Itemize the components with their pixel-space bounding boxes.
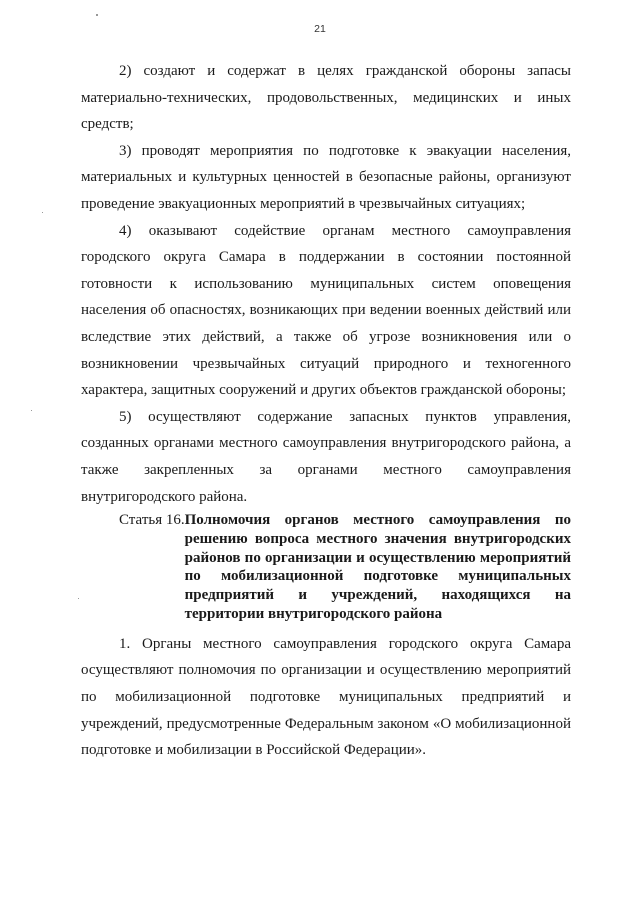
- scan-speck: [78, 598, 79, 599]
- scan-speck: [42, 212, 43, 213]
- paragraph-item-5: 5) осуществляют содержание запасных пунктов управления, созданных органами местного самоуправления внутригородского района, а также закрепленных за органами местного самоуправления внутригородского района.: [81, 408, 571, 505]
- article-heading: [81, 511, 571, 624]
- document-body: [81, 58, 571, 764]
- article-paragraph-1: 1. Органы местного самоуправления городского округа Самара осуществляют полномочия по организации и осуществлению мероприятий по мобилизационной подготовке муниципальных предприятий и учреждений, предусмотренные Федеральным законом «О мобилизационной подготовке и мобилизации в Российской Федерации».: [81, 635, 571, 759]
- paragraph-item-2: 2) создают и содержат в целях гражданской обороны запасы материально-технических, продовольственных, медицинских и иных средств;: [81, 63, 571, 133]
- scan-speck: [96, 14, 98, 16]
- paragraph-item-3: 3) проводят мероприятия по подготовке к эвакуации населения, материальных и культурных ценностей в безопасные районы, организуют проведение эвакуационных мероприятий в чрезвычайных ситуациях;: [81, 142, 571, 212]
- scan-speck: [31, 410, 32, 411]
- article-title: Полномочия органов местного самоуправления по решению вопроса местного значения внутригородских районов по организации и осуществлению мероприятий по мобилизационной подготовке муниципальных предприятий и учреждений, находящихся на территории внутригородского района: [184, 512, 571, 623]
- article-body: [81, 631, 571, 764]
- paragraph-item-4: 4) оказывают содействие органам местного самоуправления городского округа Самара в поддержании в состоянии постоянной готовности к использованию муниципальных систем оповещения населения об опасностях, возникающих при ведении военных действий или вследствие этих действий, а также об угрозе возникновения или о возникновении чрезвычайных ситуаций природного и техногенного характера, защитных сооружений и других объектов гражданской обороны;: [81, 222, 571, 399]
- page-number: 21: [314, 23, 326, 35]
- article-label: Статья 16.: [119, 512, 185, 529]
